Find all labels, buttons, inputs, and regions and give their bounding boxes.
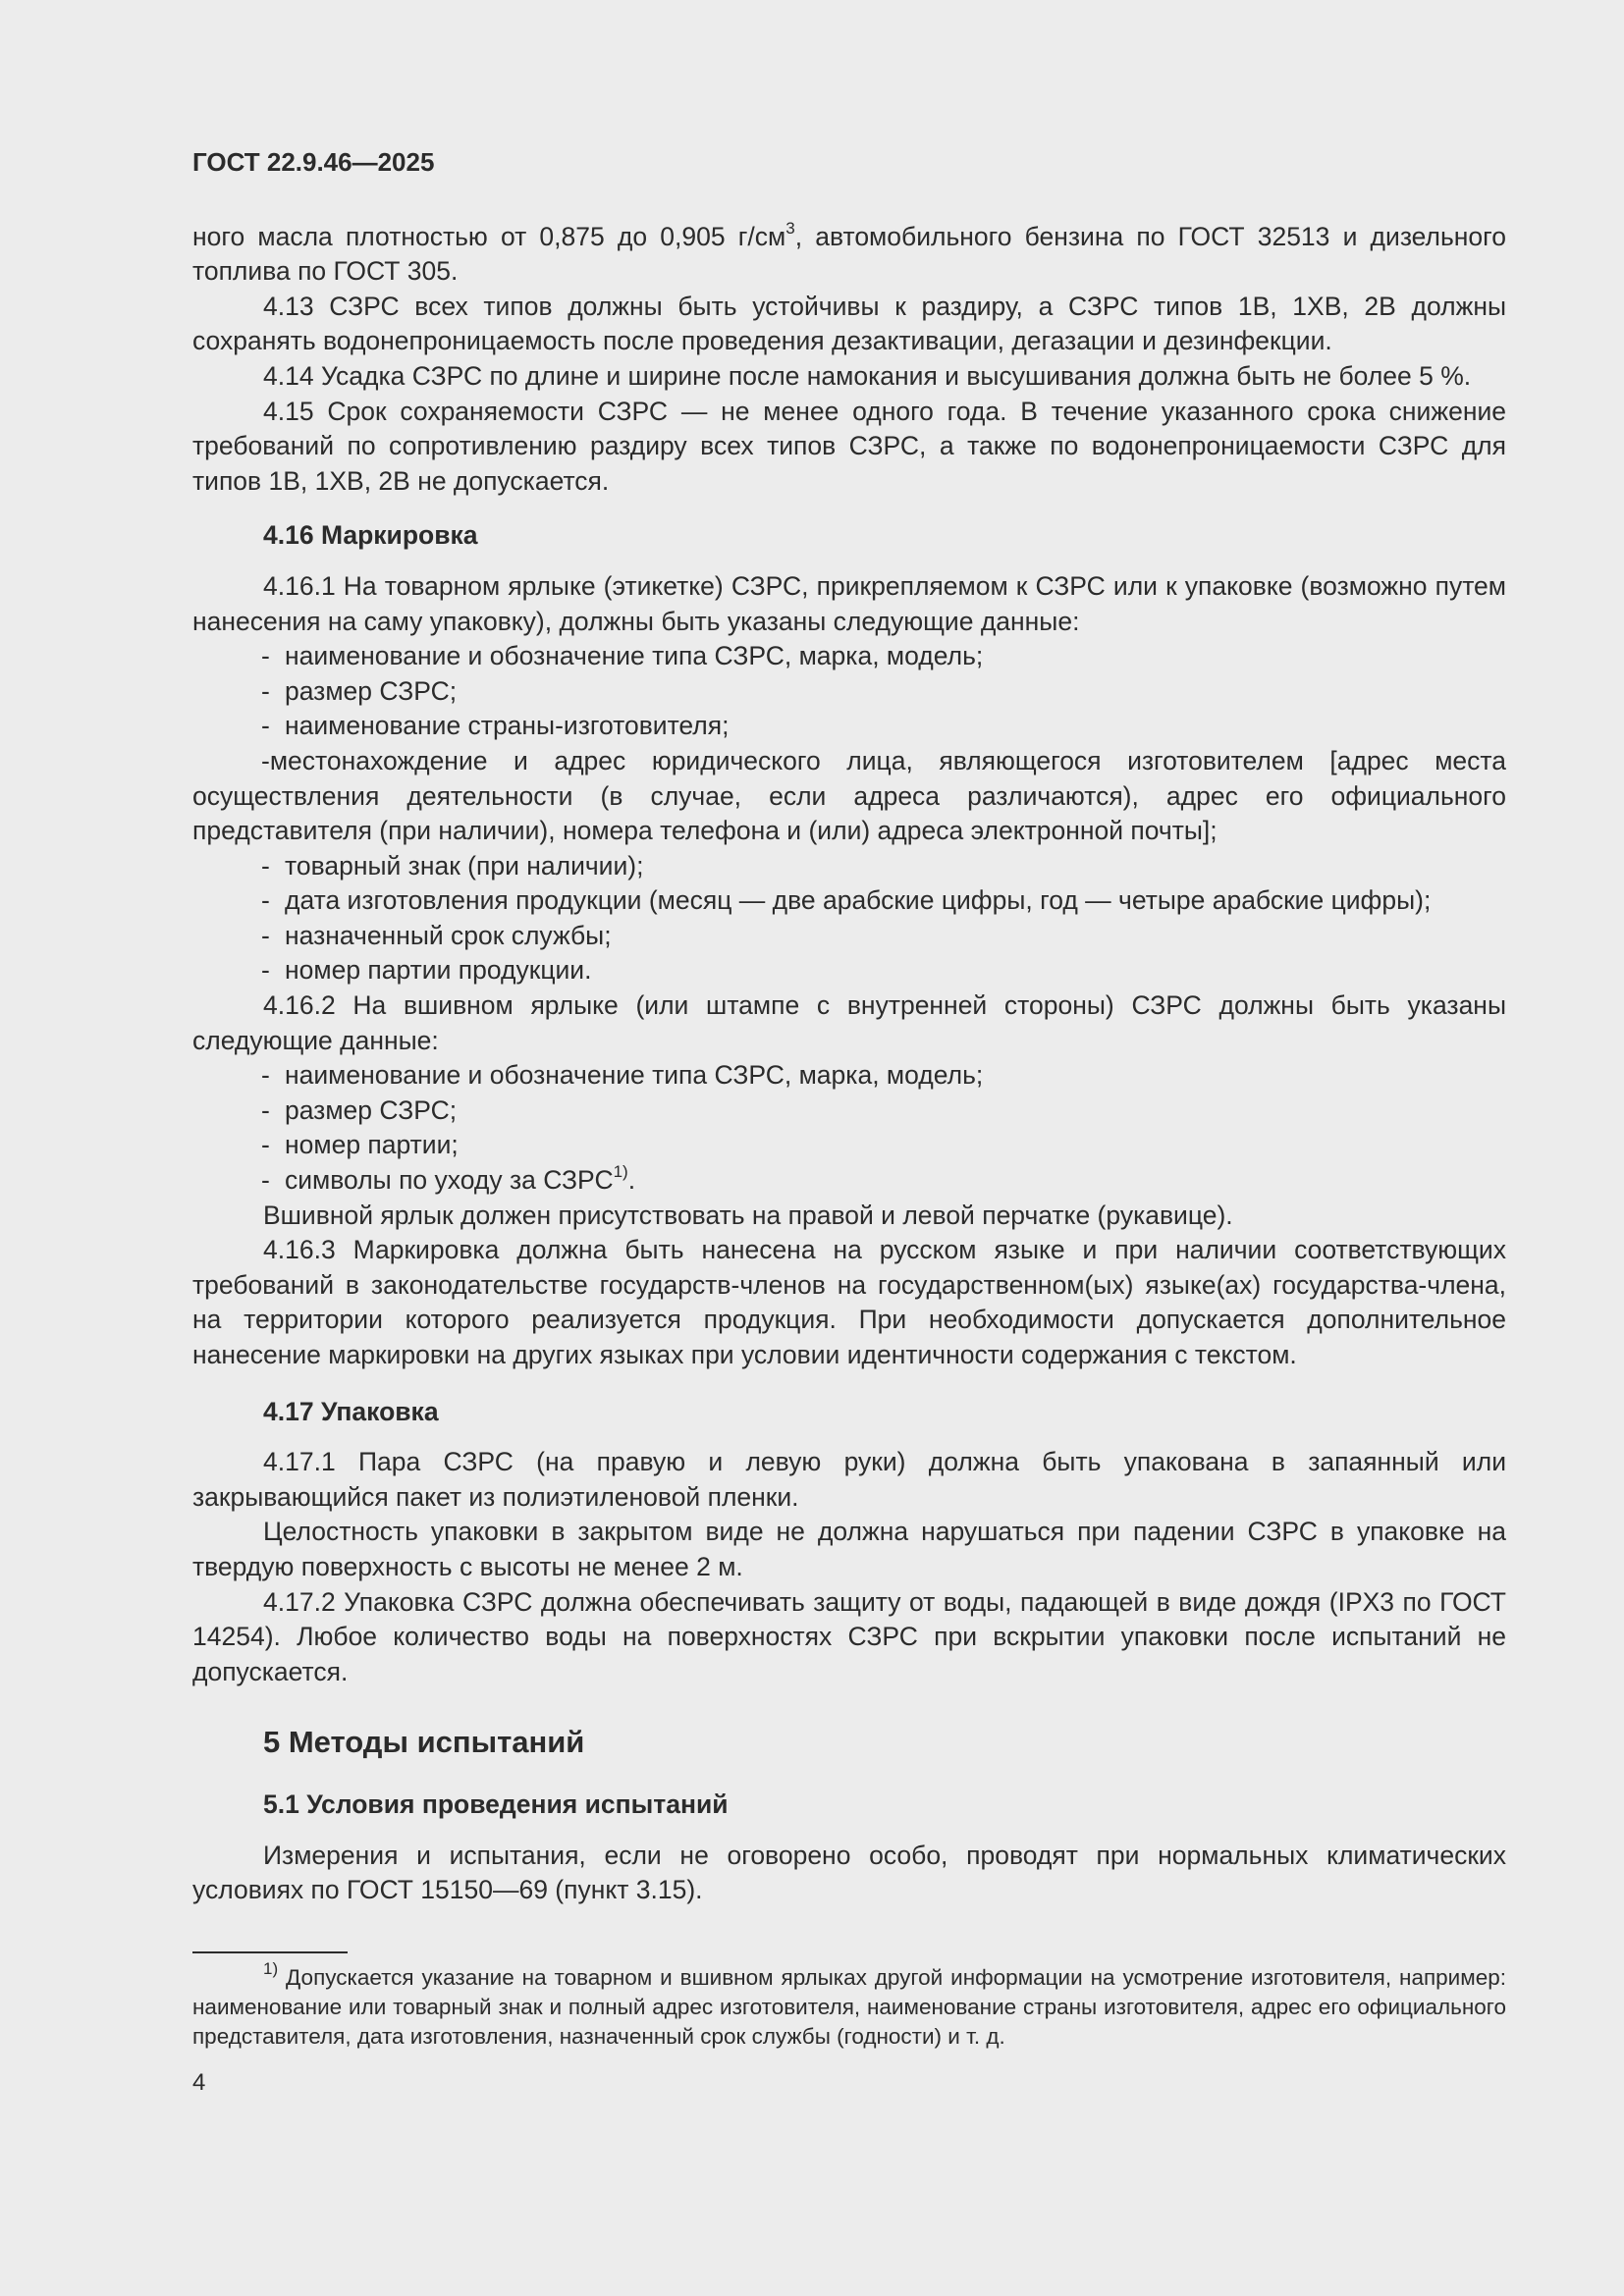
list-item: - наименование страны-изготовителя; <box>261 711 730 741</box>
document-header: ГОСТ 22.9.46—2025 <box>192 147 435 177</box>
footnote-ref: 1) <box>613 1162 628 1182</box>
paragraph-integrity: Целостность упаковки в закрытом виде не должна нарушаться при падении СЗРС в упаковке на твердую поверхность с высоты не менее 2 м. <box>192 1517 1506 1581</box>
document-page <box>192 145 1506 2100</box>
paragraph-4-16-1: 4.16.1 На товарном ярлыке (этикетке) СЗРС, прикрепляемом к СЗРС или к упаковке (возможно путем нанесения на саму упаковку), должны быть указаны следующие данные: <box>192 570 1506 636</box>
paragraph-4-14: 4.14 Усадка СЗРС по длине и ширине после намокания и высушивания должна быть не более 5 %. <box>263 360 1472 391</box>
paragraph-continuation <box>192 220 1506 290</box>
list-item: -местонахождение и адрес юридического лица, являющегося изготовителем [адрес места осуществления деятельности (в случае, если адреса различаются), адрес его официального представителя (при наличии), номера телефона и (или) адреса электронной почты]; <box>192 745 1506 846</box>
list-item: - размер СЗРС; <box>261 675 458 706</box>
paragraph-4-16-3: 4.16.3 Маркировка должна быть нанесена на русском языке и при наличии соответствующих требований в законодательстве государств-членов на государственном(ых) языке(ах) государства-члена, на территории которого реализуется продукция. При необходимости допускается дополнительное нанесение маркировки на других языках при условии идентичности содержания с текстом. <box>192 1235 1506 1369</box>
heading-5-1: 5.1 Условия проведения испытаний <box>263 1789 729 1819</box>
list-sewn-label <box>192 1058 1506 1198</box>
list-item: - символы по уходу за СЗРС$^{1)}$. <box>261 1162 636 1196</box>
list-item: - размер СЗРС; <box>261 1095 458 1125</box>
list-item: - наименование и обозначение типа СЗРС, марка, модель; <box>261 1060 984 1091</box>
text-run: ного масла плотностью от 0,875 до 0,905 г/см <box>192 221 786 251</box>
footnote-text: Допускается указание на товарном и вшивном ярлыках другой информации на усмотрение изготовителя, например: наименование или товарный знак и полный адрес изготовителя, наименование страны изготовителя, адрес его официального представителя, дата изготовления, назначенный срок службы (годности) и т. д. <box>192 1964 1506 2049</box>
superscript: 3 <box>785 218 795 238</box>
footnote-separator <box>192 1951 348 1953</box>
paragraph-sewn-label: Вшивной ярлык должен присутствовать на правой и левой перчатке (рукавице). <box>263 1200 1233 1230</box>
paragraph-4-17-2: 4.17.2 Упаковка СЗРС должна обеспечивать защиту от воды, падающей в виде дождя (IPX3 по ГОСТ 14254). Любое количество воды на поверхностях СЗРС при вскрытии упаковки после испытаний не допускается. <box>192 1586 1506 1686</box>
paragraph-4-17-1: 4.17.1 Пара СЗРС (на правую и левую руки) должна быть упакована в запаянный или закрывающийся пакет из полиэтиленовой пленки. <box>192 1447 1506 1512</box>
paragraph-4-16-2: 4.16.2 На вшивном ярлыке (или штампе с внутренней стороны) СЗРС должны быть указаны следующие данные: <box>192 990 1506 1055</box>
paragraph-4-13: 4.13 СЗРС всех типов должны быть устойчивы к раздиру, а СЗРС типов 1В, 1ХВ, 2В должны сохранять водонепроницаемость после проведения дезактивации, дегазации и дезинфекции. <box>192 291 1506 356</box>
paragraph-5-1: Измерения и испытания, если не оговорено особо, проводят при нормальных климатических условиях по ГОСТ 15150—69 (пункт 3.15). <box>192 1840 1506 1905</box>
list-item: - номер партии; <box>261 1130 459 1160</box>
heading-section-5: 5 Методы испытаний <box>263 1725 585 1760</box>
list-label-data <box>192 639 1506 988</box>
list-item: - назначенный срок службы; <box>261 920 612 950</box>
list-item: - товарный знак (при наличии); <box>261 850 644 881</box>
text-run: , автомобильного бензина по ГОСТ 32513 и дизельного топлива по ГОСТ 305. <box>192 221 1506 287</box>
list-item: - наименование и обозначение типа СЗРС, марка, модель; <box>261 641 984 671</box>
heading-4-17: 4.17 Упаковка <box>263 1396 439 1426</box>
footnote <box>192 1959 1506 2052</box>
footnote-mark: 1) <box>263 1959 279 1979</box>
list-item: - дата изготовления продукции (месяц — две арабские цифры, год — четыре арабские цифры); <box>261 885 1432 916</box>
list-item: - номер партии продукции. <box>261 955 592 986</box>
paragraph-4-15: 4.15 Срок сохраняемости СЗРС — не менее одного года. В течение указанного срока снижение требований по сопротивлению раздиру всех типов СЗРС, а также по водонепроницаемости СЗРС для типов 1В, 1ХВ, 2В не допускается. <box>192 396 1506 496</box>
heading-4-16: 4.16 Маркировка <box>263 520 478 551</box>
page-number: 4 <box>192 2068 206 2096</box>
